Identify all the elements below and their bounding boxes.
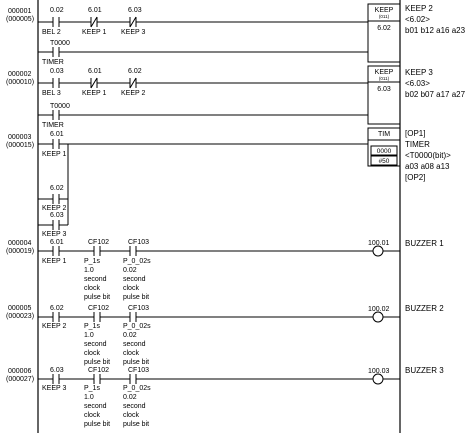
contact-address: 6.03 xyxy=(128,7,142,14)
rung-number: 000002 xyxy=(8,71,32,78)
contact-address: 6.01 xyxy=(88,68,102,75)
contact-desc: second xyxy=(123,341,146,348)
contact-address: 6.01 xyxy=(50,239,64,246)
contact-address: 6.01 xyxy=(88,7,102,14)
contact-label: KEEP 1 xyxy=(42,151,67,158)
contact-desc: pulse bit xyxy=(123,359,150,366)
contact-label: P_1s xyxy=(84,258,100,265)
comment-op2: [OP2] xyxy=(405,173,426,182)
output-coil xyxy=(373,246,383,256)
contact-label: P_1s xyxy=(84,385,100,392)
output-coil xyxy=(373,312,383,322)
rung-number: 000006 xyxy=(8,368,32,375)
contact-address: 0.02 xyxy=(50,7,64,14)
branch-address: T0000 xyxy=(50,40,70,47)
rung-step: (000019) xyxy=(6,248,35,255)
contact-desc: pulse bit xyxy=(84,359,111,366)
contact-desc: pulse bit xyxy=(123,294,150,301)
rung-number: 000001 xyxy=(8,8,32,15)
contact-desc: clock xyxy=(84,350,100,357)
comment-io: a03 a08 a13 xyxy=(405,162,450,171)
contact-address: CF103 xyxy=(128,305,150,312)
contact-label: KEEP 1 xyxy=(82,90,107,97)
contact-label: BEL 2 xyxy=(42,29,61,36)
rung-3 xyxy=(6,128,451,238)
instruction-code: (011) xyxy=(378,76,390,81)
rung-1 xyxy=(6,4,466,66)
comment-io: b01 b12 a16 a23 xyxy=(405,26,466,35)
contact-address: 6.03 xyxy=(50,212,64,219)
contact-address: CF103 xyxy=(128,239,150,246)
coil-address: 100.02 xyxy=(368,306,390,313)
rung-step: (000023) xyxy=(6,313,35,320)
contact-address: CF102 xyxy=(88,305,110,312)
rung-4 xyxy=(6,239,444,301)
contact-desc: 0.02 xyxy=(123,394,137,401)
coil-name: BUZZER 2 xyxy=(405,304,444,313)
contact-desc: second xyxy=(84,276,107,283)
instruction-operand: 6.03 xyxy=(377,86,391,93)
output-coil xyxy=(373,374,383,384)
comment-name: TIMER xyxy=(405,140,430,149)
contact-address: 6.02 xyxy=(50,305,64,312)
rung-step: (000010) xyxy=(6,79,35,86)
instruction-name: KEEP xyxy=(374,69,394,76)
contact-desc: pulse bit xyxy=(84,294,111,301)
contact-label: KEEP 3 xyxy=(42,231,67,238)
comment-address: <6.02> xyxy=(405,15,430,24)
contact-label: KEEP 1 xyxy=(82,29,107,36)
branch-label: TIMER xyxy=(42,59,64,66)
contact-address: 0.03 xyxy=(50,68,64,75)
contact-desc: clock xyxy=(123,412,139,419)
rung-5 xyxy=(6,304,444,366)
contact-desc: 0.02 xyxy=(123,332,137,339)
rung-step: (000005) xyxy=(6,16,35,23)
contact-desc: pulse bit xyxy=(123,421,150,428)
contact-desc: 1.0 xyxy=(84,332,94,339)
contact-desc: 1.0 xyxy=(84,394,94,401)
contact-label: KEEP 1 xyxy=(42,258,67,265)
rung-step: (000015) xyxy=(6,142,35,149)
contact-label: KEEP 3 xyxy=(121,29,146,36)
instruction-operand: 6.02 xyxy=(377,25,391,32)
branch-address: T0000 xyxy=(50,103,70,110)
contact-address: 6.03 xyxy=(50,367,64,374)
coil-address: 100.03 xyxy=(368,368,390,375)
contact-desc: second xyxy=(123,403,146,410)
rung-2 xyxy=(6,66,466,129)
contact-address: 6.01 xyxy=(50,131,64,138)
branch-label: TIMER xyxy=(42,122,64,129)
comment-op1: [OP1] xyxy=(405,129,426,138)
comment-io: b02 b07 a17 a27 xyxy=(405,90,466,99)
contact-desc: clock xyxy=(123,350,139,357)
contact-desc: second xyxy=(84,341,107,348)
instruction-name: TIM xyxy=(377,131,391,138)
contact-address: CF102 xyxy=(88,239,110,246)
contact-address: 6.02 xyxy=(50,185,64,192)
comment-address: <6.03> xyxy=(405,79,430,88)
comment-name: KEEP 3 xyxy=(405,68,433,77)
contact-label: P_0_02s xyxy=(123,323,151,330)
contact-label: P_1s xyxy=(84,323,100,330)
rung-number: 000003 xyxy=(8,134,32,141)
contact-label: KEEP 2 xyxy=(121,90,146,97)
comment-name: KEEP 2 xyxy=(405,4,433,13)
contact-desc: second xyxy=(123,276,146,283)
rung-step: (000027) xyxy=(6,376,35,383)
contact-address: CF103 xyxy=(128,367,150,374)
contact-desc: pulse bit xyxy=(84,421,111,428)
contact-label: KEEP 2 xyxy=(42,205,67,212)
contact-label: KEEP 3 xyxy=(42,385,67,392)
timer-preset: #50 xyxy=(378,158,390,165)
contact-label: P_0_02s xyxy=(123,385,151,392)
contact-desc: clock xyxy=(84,412,100,419)
instruction-name: KEEP xyxy=(374,7,394,14)
rung-6 xyxy=(6,366,444,428)
contact-desc: clock xyxy=(84,285,100,292)
rung-number: 000005 xyxy=(8,305,32,312)
contact-label: KEEP 2 xyxy=(42,323,67,330)
contact-address: CF102 xyxy=(88,367,110,374)
contact-desc: clock xyxy=(123,285,139,292)
coil-address: 100.01 xyxy=(368,240,390,247)
contact-desc: 1.0 xyxy=(84,267,94,274)
contact-label: P_0_02s xyxy=(123,258,151,265)
contact-label: BEL 3 xyxy=(42,90,61,97)
rung-number: 000004 xyxy=(8,240,32,247)
instruction-code: (011) xyxy=(378,14,390,19)
contact-desc: second xyxy=(84,403,107,410)
comment-address: <T0000(bit)> xyxy=(405,151,451,160)
contact-desc: 0.02 xyxy=(123,267,137,274)
contact-address: 6.02 xyxy=(128,68,142,75)
coil-name: BUZZER 1 xyxy=(405,239,444,248)
coil-name: BUZZER 3 xyxy=(405,366,444,375)
timer-number: 0000 xyxy=(376,148,392,155)
